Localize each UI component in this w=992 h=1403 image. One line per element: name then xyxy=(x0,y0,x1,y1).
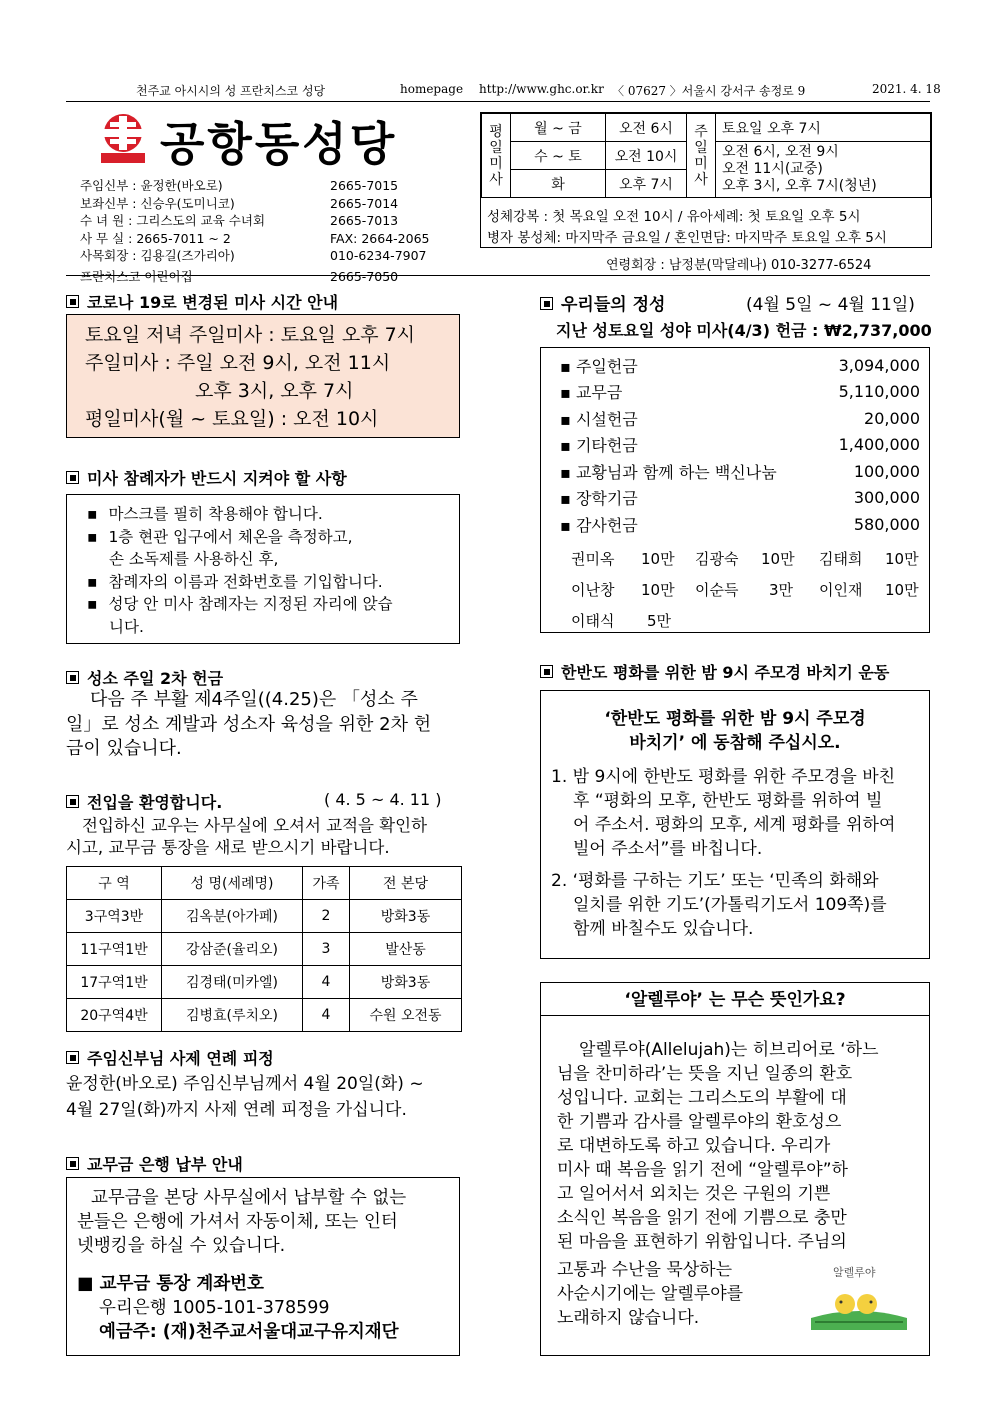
sacrament-line: 성체강복 : 첫 목요일 오전 10시 / 유아세례: 첫 토요일 오후 5시 xyxy=(487,209,861,225)
date: 2021. 4. 18 xyxy=(872,82,941,96)
staff-list xyxy=(80,177,430,285)
offering-row: ▪ 교무금 5,110,000 xyxy=(560,382,920,403)
vocation-heading: 성소 주일 2차 헌금 xyxy=(66,666,223,689)
sunday-times: 오전 6시, 오전 9시 오전 11시(교중) 오후 3시, 오후 7시(청년) xyxy=(716,142,931,198)
table-row: 17구역1반 김경태(미카엘) 4 방화3동 xyxy=(67,966,462,999)
square-bullet-icon xyxy=(66,671,79,684)
square-bullet-icon xyxy=(66,795,79,808)
offering-row: ▪ 장학기금 300,000 xyxy=(560,488,920,509)
homepage-label: homepage xyxy=(400,82,464,96)
sacrament-line: 병자 봉성체: 마지막주 금요일 / 혼인면담: 마지막주 토요일 오후 5시 xyxy=(487,230,887,246)
sunday-mass-label: 주 일 미 사 xyxy=(687,114,716,198)
staff-row: 수 녀 원 : 그리스도의 교육 수녀회 2665-7013 xyxy=(80,213,399,228)
rules-heading: 미사 참례자가 반드시 지켜야 할 사항 xyxy=(66,466,347,489)
alleluia-heading: ‘알렐루야’ 는 무슨 뜻인가요? xyxy=(540,982,930,1016)
weekday-time: 오전 6시 xyxy=(606,114,687,142)
table-row: 3구역3반 김옥분(아가페) 2 방화3동 xyxy=(67,900,462,933)
bank-box: 교무금을 본당 사무실에서 납부할 수 없는 분들은 은행에 가셔서 자동이체, 또는 인터 넷뱅킹을 하실 수 있습니다. ■ 교무금 통장 계좌번호 우리은행 1005-101-378599 예금주: (재)천주교서울대교구유지재단 xyxy=(66,1177,460,1356)
donor-row: 이태식 5만 xyxy=(571,612,672,630)
offering-box xyxy=(540,347,930,633)
divider xyxy=(66,275,930,276)
table-row: 20구역4반 김병효(루치오) 4 수원 오전동 xyxy=(67,999,462,1032)
homepage-link[interactable]: http://www.ghc.or.kr xyxy=(479,82,604,96)
peace-box: ‘한반도 평화를 위한 밤 9시 주모경 바치기’ 에 동참해 주십시오. 1. 밤 9시에 한반도 평화를 위한 주모경을 바친 후 “평화의 모후, 한반도 평화를 위하여 빌 어 주소서. 평화의 모후, 세계 평화를 위하여 빌어 주소서”를 바칩니다. 2. ‘평화를 구하는 기도’ 또는 ‘민족의 화해와 일치를 위한 기도’(가톨릭기도서 109쪽)를 함께 바칠수도 있습니다. xyxy=(540,690,930,959)
staff-row: 주임신부 : 윤정한(바오로) 2665-7015 xyxy=(80,178,399,193)
weekday-time: 오후 7시 xyxy=(606,170,687,198)
weekday-day: 화 xyxy=(511,170,606,198)
alleluia-box: 알렐루야(Allelujah)는 히브리어로 ‘하느 님을 찬미하라’는 뜻을 지닌 일종의 환호 성입니다. 교회는 그리스도의 부활에 대 한 기쁨과 감사를 알렐루야의 환호성으 로 대변하도록 하고 있습니다. 우리가 미사 때 복음을 읽기 전에 “알렐루야”하 고 일어서서 외치는 것은 구원의 기쁜 소식인 복음을 읽기 전에 기쁨으로 충만 된 마음을 표현하기 위함입니다. 주님의 고통과 수난을 묵상하는 사순시기에는 알렐루야를 노래하지 않습니다. 알렐루야 xyxy=(540,1015,930,1356)
weekday-mass-label: 평 일 미 사 xyxy=(482,114,511,198)
retreat-heading: 주임신부님 사제 연례 피정 xyxy=(66,1046,274,1069)
table-row: 11구역1반 강삼준(율리오) 3 발산동 xyxy=(67,933,462,966)
offering-row: ▪ 기타헌금 1,400,000 xyxy=(560,435,920,456)
welcome-heading: 전입을 환영합니다. ( 4. 5 ~ 4. 11 ) xyxy=(66,790,466,813)
donor-row: 이난창 10만 이순득 3만 이인재 10만 xyxy=(571,581,919,599)
offering-row: ▪ 교황님과 함께 하는 백신나눔 100,000 xyxy=(560,461,920,482)
covid-box: 토요일 저녁 주일미사 : 토요일 오후 7시 주일미사 : 주일 오전 9시, 오전 11시 오후 3시, 오후 7시 평일미사(월 ~ 토요일) : 오전 10시 xyxy=(66,314,460,438)
offering-heading: 우리들의 정성 (4월 5일 ~ 4월 11일) xyxy=(540,290,930,315)
peace-heading: 한반도 평화를 위한 밤 9시 주모경 바치기 운동 xyxy=(540,660,889,683)
offering-row: ▪ 주일헌금 3,094,000 xyxy=(560,355,920,376)
square-bullet-icon xyxy=(540,297,553,310)
bank-heading: 교무금 은행 납부 안내 xyxy=(66,1152,243,1175)
org-name: 천주교 아시시의 성 프란치스코 성당 xyxy=(136,84,326,98)
donor-list xyxy=(571,544,921,637)
offering-last: 지난 성토요일 성야 미사(4/3) 헌금 : ₩2,737,000 xyxy=(556,321,932,340)
square-bullet-icon xyxy=(540,665,553,678)
staff-row: 사목회장 : 김용길(즈가리아) 010-6234-7907 xyxy=(80,248,427,263)
assoc-contact: 연령회장 : 남정분(막달레나) 010-3277-6524 xyxy=(606,258,872,273)
offering-row: ▪ 시설헌금 20,000 xyxy=(560,408,920,429)
svg-text:알렐루야: 알렐루야 xyxy=(833,1266,876,1279)
sunday-saturday: 토요일 오후 7시 xyxy=(716,114,931,142)
header-bar xyxy=(66,80,941,102)
square-bullet-icon xyxy=(66,471,79,484)
vocation-text: 다음 주 부활 제4주일((4.25)은 「성소 주 일」로 성소 계발과 성소자 육성을 위한 2차 헌 금이 있습니다. xyxy=(66,689,432,759)
alleluia-illustration xyxy=(803,1256,915,1336)
weekday-day: 수 ~ 토 xyxy=(511,142,606,170)
square-bullet-icon xyxy=(66,295,79,308)
offering-row: ▪ 감사헌금 580,000 xyxy=(560,514,920,535)
address: 〈 07627 〉서울시 강서구 송정로 9 xyxy=(612,84,806,98)
retreat-text: 윤정한(바오로) 주임신부님께서 4월 20일(화) ~ 4월 27일(화)까지 사제 연례 피정을 가십니다. xyxy=(66,1074,424,1120)
square-bullet-icon xyxy=(66,1051,79,1064)
square-bullet-icon xyxy=(66,1157,79,1170)
staff-row: 보좌신부 : 신승우(도미니코) 2665-7014 xyxy=(80,195,399,211)
welcome-table: 구 역 성 명(세례명) 가족 전 본당 3구역3반 김옥분(아가페) 2 방화3동 11구역1반 강삼준(율리오) 3 발산동 17구역1반 김경태(미카엘) 4 방화3동 20구역4반 김병효(루치오) 4 수원 오전동 xyxy=(66,866,462,1032)
weekday-day: 월 ~ 금 xyxy=(511,114,606,142)
page-title: 공항동성당 xyxy=(160,117,398,171)
covid-heading: 코로나 19로 변경된 미사 시간 안내 xyxy=(66,290,338,313)
staff-row: 프란치스코 어린이집 2665-7050 xyxy=(80,268,399,284)
rules-box: ▪ 마스크를 필히 착용해야 합니다. ▪ 1층 현관 입구에서 체온을 측정하고, 손 소독제를 사용하신 후, ▪ 참례자의 이름과 전화번호를 기입합니다. ▪ 성당 안 미사 참례자는 지정된 자리에 앉습 니다. xyxy=(66,494,460,644)
church-logo xyxy=(98,113,148,165)
welcome-text: 전입하신 교우는 사무실에 오셔서 교적을 확인하 시고, 교무금 통장을 새로 받으시기 바랍니다. xyxy=(66,816,428,857)
staff-row: 사 무 실 : 2665-7011 ~ 2 FAX: 2664-2065 xyxy=(80,230,430,246)
mass-schedule xyxy=(480,112,932,248)
donor-row: 권미옥 10만 김광숙 10만 김태희 10만 xyxy=(571,550,919,568)
weekday-time: 오전 10시 xyxy=(606,142,687,170)
